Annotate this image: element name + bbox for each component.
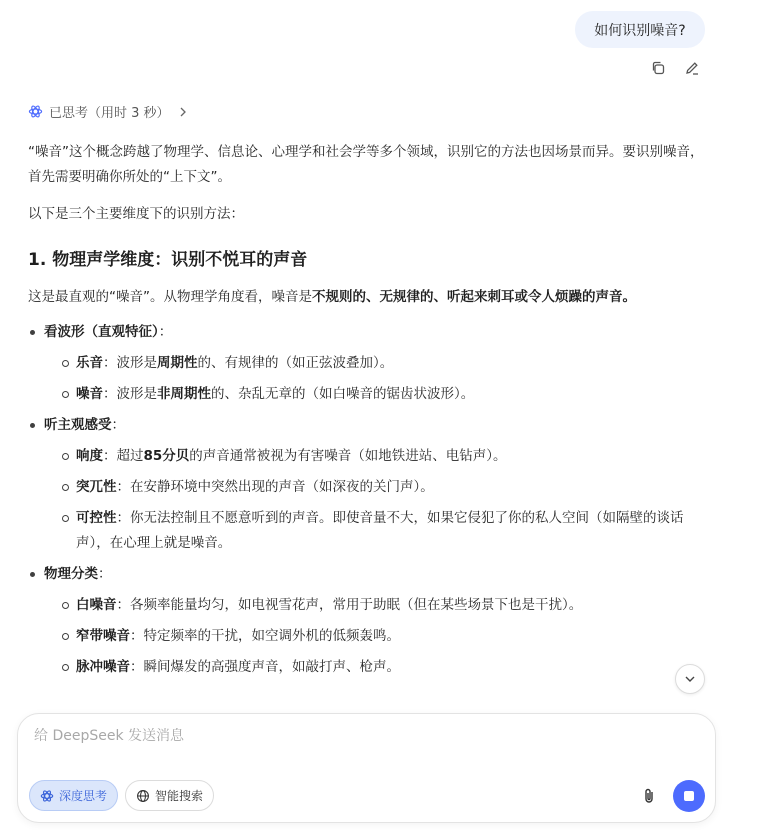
list-item: 可控性：你无法控制且不愿意听到的声音。即使音量不大，如果它侵犯了你的私人空间（如隔壁的谈话声），在心理上就是噪音。 bbox=[44, 506, 708, 556]
web-search-toggle[interactable] bbox=[125, 780, 214, 811]
list-item: 白噪音：各频率能量均匀，如电视雪花声，常用于助眠（但在某些场景下也是干扰）。 bbox=[44, 593, 708, 618]
message-actions bbox=[648, 58, 702, 78]
list-item: 突兀性：在安静环境中突然出现的声音（如深夜的关门声）。 bbox=[44, 475, 708, 500]
edit-icon[interactable] bbox=[682, 58, 702, 78]
chevron-right-icon bbox=[176, 105, 190, 119]
method-list bbox=[28, 320, 708, 680]
list-item: 响度：超过85分贝的声音通常被视为有害噪音（如地铁进站、电钻声）。 bbox=[44, 444, 708, 469]
web-search-label: 智能搜索 bbox=[155, 789, 204, 803]
deep-think-toggle[interactable] bbox=[29, 780, 118, 811]
chevron-down-icon bbox=[683, 672, 697, 686]
message-composer bbox=[17, 713, 716, 823]
answer-intro: “噪音”这个概念跨越了物理学、信息论、心理学和社会学等多个领域，识别它的方法也因场景而异。要识别噪音，首先需要明确你所处的“上下文”。 bbox=[28, 144, 704, 185]
user-message-text: 如何识别噪音? bbox=[594, 22, 686, 39]
answer-lead: 以下是三个主要维度下的识别方法： bbox=[28, 206, 244, 222]
list-item: 窄带噪音：特定频率的干扰，如空调外机的低频轰鸣。 bbox=[44, 624, 708, 649]
deep-think-icon bbox=[40, 789, 54, 803]
attach-icon[interactable] bbox=[640, 787, 658, 809]
list-item: 听主观感受： 响度：超过85分贝的声音通常被视为有害噪音（如地铁进站、电钻声）。 突兀性：在安静环境中突然出现的声音（如深夜的关门声）。 可控性：你无法控制且不愿意听到的声音。即使音量不大，如果它侵犯了你的私人空间（如隔壁的谈话声），在心理上就是噪音。 bbox=[28, 413, 708, 556]
thought-label: 已思考（用时 3 秒） bbox=[49, 106, 170, 121]
deep-think-label: 深度思考 bbox=[59, 789, 108, 803]
message-input[interactable] bbox=[34, 728, 694, 744]
list-item: 物理分类： 白噪音：各频率能量均匀，如电视雪花声，常用于助眠（但在某些场景下也是干扰）。 窄带噪音：特定频率的干扰，如空调外机的低频轰鸣。 脉冲噪音：瞬间爆发的高强度声音，如敲打声、枪声。 bbox=[28, 562, 708, 680]
stop-icon bbox=[684, 791, 694, 801]
section-description: 这是最直观的“噪音”。从物理学角度看，噪音是不规则的、无规律的、听起来刺耳或令人烦躁的声音。 bbox=[28, 289, 636, 305]
deep-think-icon bbox=[28, 104, 43, 119]
list-item: 乐音：波形是周期性的、有规律的（如正弦波叠加）。 bbox=[44, 351, 708, 376]
copy-icon[interactable] bbox=[648, 58, 668, 78]
list-item: 看波形（直观特征）： 乐音：波形是周期性的、有规律的（如正弦波叠加）。 噪音：波形是非周期性的、杂乱无章的（如白噪音的锯齿状波形）。 bbox=[28, 320, 708, 407]
list-item: 噪音：波形是非周期性的、杂乱无章的（如白噪音的锯齿状波形）。 bbox=[44, 382, 708, 407]
scroll-to-bottom-button[interactable] bbox=[675, 664, 705, 694]
user-message-bubble bbox=[575, 11, 705, 48]
section-heading: 1. 物理声学维度：识别不悦耳的声音 bbox=[28, 250, 308, 270]
stop-generating-button[interactable] bbox=[673, 780, 705, 812]
globe-icon bbox=[136, 789, 150, 803]
assistant-answer bbox=[28, 140, 708, 686]
list-item: 脉冲噪音：瞬间爆发的高强度声音，如敲打声、枪声。 bbox=[44, 655, 708, 680]
thought-toggle[interactable] bbox=[28, 102, 190, 121]
